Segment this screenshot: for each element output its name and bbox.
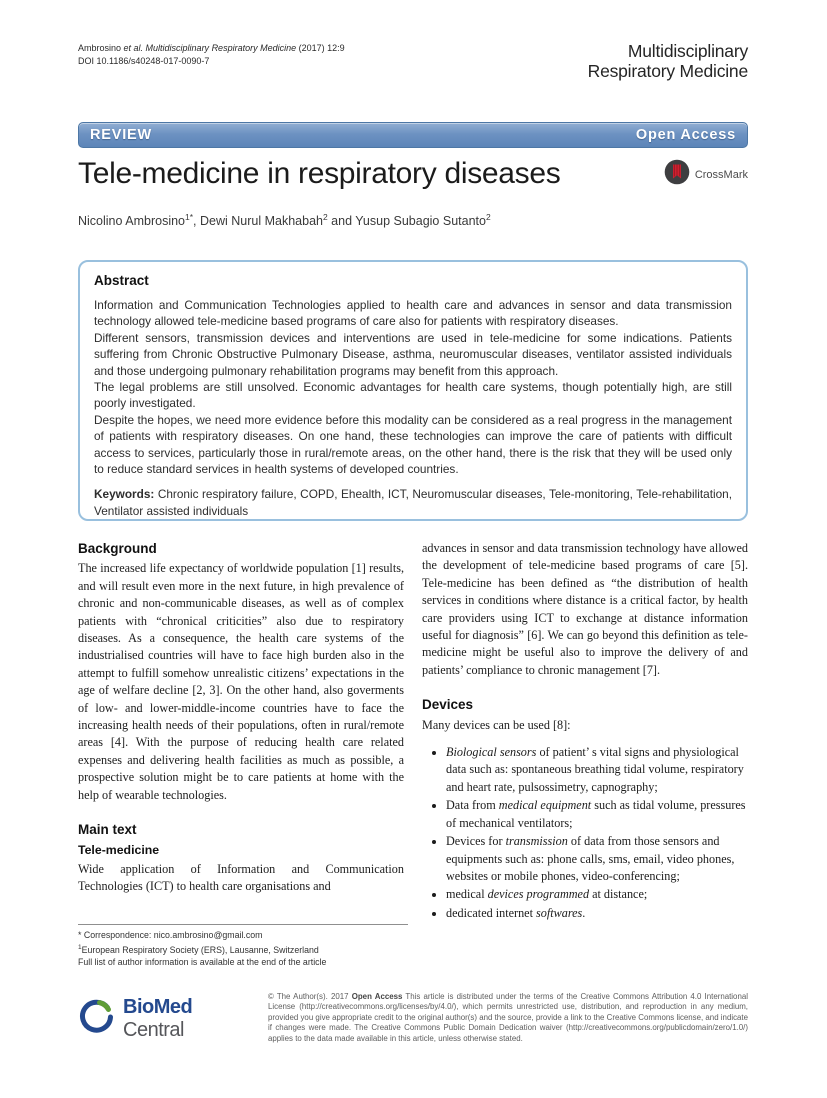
bullet-text: of patient’ s vital signs and physiological data such as: spontaneous breathing tidal volume, respiratory and heart rate, pulsossimetry, capnography; (446, 745, 744, 794)
bullet-text: of data from those sensors and equipments such as: phone calls, sms, email, video phones, websites or mobile phones, video-conferencing; (446, 834, 735, 883)
citation-issue: (2017) 12:9 (296, 43, 345, 53)
bullet-text: Data from (446, 798, 499, 813)
crossmark-badge[interactable] (664, 159, 748, 190)
biomed-central-icon (78, 998, 115, 1040)
abstract-paragraph: Despite the hopes, we need more evidence before this modality can be considered as a real progress in the management of patients with respiratory diseases. On one hand, these technologies can improve the care of patients with difficult access to services, particularly those in rural/remote areas, on the other hand, there is the risk that they will be used only to reduce standard services in health systems of developed countries. (94, 412, 732, 477)
affiliation-mark: 1 (78, 943, 82, 951)
body-paragraph: Many devices can be used [8]: (422, 717, 571, 732)
subsection-heading-telemedicine: Tele-medicine (78, 842, 160, 857)
affiliation-text: European Respiratory Society (ERS), Lausanne, Switzerland (81, 944, 319, 955)
license-post: This article is distributed under the terms of the Creative Commons Attribution 4.0 International License (http://creativecommons.org/licenses/by/4.0/), which permits unrestricted use, distribution, and reproduction in any medium, provided you give appropriate credit to the original author(s) and the source, provide a link to the Creative Commons license, and indicate if changes were made. The Creative Commons Public Domain Dedication waiver (http://creativecommons.org/publicdomain/zero/1.0/) applies to the data made available in this article, unless otherwise stated. (268, 992, 748, 1043)
left-column (78, 540, 404, 923)
body-paragraph: advances in sensor and data transmission technology have allowed the development of tele-medicine based programs of care [5]. Tele-medicine has been defined as “the distribution of health services in conditions where distance is a critical factor, by health care providers using ICT to exchange at distance information useful for diagnosis” [6]. We can go beyond this definition as tele-medicine might be useful also to improve the delivery of and patients’ compliance to chronic management [7]. (422, 541, 748, 677)
page-header (78, 42, 748, 81)
body-columns (78, 540, 748, 923)
citation (78, 42, 345, 67)
section-heading-background: Background (78, 541, 157, 556)
list-item (446, 886, 748, 903)
biomed-central-wordmark (123, 996, 250, 1042)
bullet-emphasis: Biological sensors (446, 745, 537, 760)
logo-text-central: Central (123, 1019, 184, 1041)
author: , Dewi Nurul Makhabah (193, 214, 323, 229)
bullet-emphasis: softwares (536, 905, 583, 920)
keywords-text: Chronic respiratory failure, COPD, Ehealth, ICT, Neuromuscular diseases, Tele-monitoring, Tele-rehabilitation, Ventilator assisted individuals (94, 487, 732, 518)
affiliation-line (78, 942, 408, 957)
page-footer (78, 992, 748, 1044)
bullet-text: such as tidal volume, pressures of mechanical ventilators; (446, 798, 746, 830)
keywords-label: Keywords: (94, 487, 155, 502)
journal-name-line1: Multidisciplinary (627, 41, 748, 61)
abstract-box (78, 260, 748, 521)
section-heading-main-text: Main text (78, 822, 137, 838)
license-open-access: Open Access (351, 992, 403, 1001)
body-paragraph: Wide application of Information and Communication Technologies (ICT) to health care organisations and (78, 861, 404, 894)
list-item (446, 905, 748, 922)
author: and Yusup Subagio Sutanto (327, 214, 486, 229)
devices-list (422, 744, 748, 922)
author: Nicolino Ambrosino (78, 214, 185, 229)
bullet-text: . (582, 905, 586, 920)
right-column (422, 540, 748, 923)
author-affiliation-mark: 2 (322, 212, 328, 222)
bullet-emphasis: transmission (505, 834, 568, 849)
journal-name-line2: Respiratory Medicine (587, 60, 748, 81)
logo-text-biomed: BioMed (123, 996, 193, 1018)
article-type-banner (78, 122, 748, 148)
biomed-central-logo (78, 996, 250, 1042)
crossmark-label: CrossMark (694, 168, 748, 181)
bullet-emphasis: devices programmed (487, 887, 590, 902)
abstract-paragraph: Information and Communication Technologies applied to health care and advances in sensor and data transmission technology allowed tele-medicine based programs of care also for patients with respiratory diseases. (94, 298, 732, 329)
list-item (446, 797, 748, 832)
author-affiliation-mark: 1* (185, 212, 194, 222)
article-type-label: REVIEW (90, 127, 152, 143)
list-item (446, 833, 748, 885)
open-access-label: Open Access (635, 127, 736, 143)
abstract-paragraph: The legal problems are still unsolved. Economic advantages for health care systems, though potentially high, are still poorly investigated. (94, 380, 732, 411)
citation-journal: et al. Multidisciplinary Respiratory Medicine (123, 43, 297, 53)
journal-name (588, 42, 748, 81)
keywords-line (94, 486, 732, 519)
license-pre: © The Author(s). 2017 (268, 992, 352, 1001)
citation-author: Ambrosino (78, 43, 124, 53)
crossmark-icon (664, 159, 690, 190)
abstract-paragraph: Different sensors, transmission devices and interventions are used in tele-medicine for some indications. Patients suffering from Chronic Obstructive Pulmonary Disease, asthma, neuromuscular diseases, ventilator assisted individuals and those undergoing pulmonary rehabilitation programs may benefit from this approach. (94, 330, 732, 378)
section-heading-devices: Devices (422, 697, 474, 713)
author-affiliation-mark: 2 (485, 212, 491, 222)
bullet-text: Devices for (446, 834, 506, 849)
license-text (268, 992, 748, 1044)
author-info-line: Full list of author information is available at the end of the article (78, 956, 327, 967)
body-paragraph: The increased life expectancy of worldwide population [1] results, and will result even more in the next future, in high prevalence of chronic and non-communicable diseases, as well as of complex patients with “chronical criticities” also due to respiratory diseases. As a consequence, the health care systems of the industrialised countries will have to face high burden also in the attempt to fulfill somehow unrealistic citizens’ expectations in the age of welfare decline [2, 3]. On the other hand, also goverments of low- and lower-middle-income countries have to face the increasing health needs of their populations, often in rural/remote areas [4]. With the purpose of reducing health care related expenses and delivering health facilities as much as possible, a prospective solution might be to care patients at home with the help of wearable technologies. (78, 561, 404, 802)
correspondence-line: * Correspondence: nico.ambrosino@gmail.com (78, 930, 263, 940)
bullet-text: at distance; (589, 887, 648, 902)
correspondence-note (78, 924, 408, 968)
page-title: Tele-medicine in respiratory diseases (78, 157, 561, 190)
author-list (78, 212, 491, 228)
bullet-text: dedicated internet (446, 905, 537, 920)
list-item (446, 744, 748, 796)
title-row (78, 157, 748, 191)
bullet-text: medical (446, 887, 488, 902)
abstract-heading: Abstract (94, 273, 149, 288)
bullet-emphasis: medical equipment (498, 798, 592, 813)
doi-line: DOI 10.1186/s40248-017-0090-7 (78, 55, 210, 66)
citation-line (78, 42, 345, 55)
